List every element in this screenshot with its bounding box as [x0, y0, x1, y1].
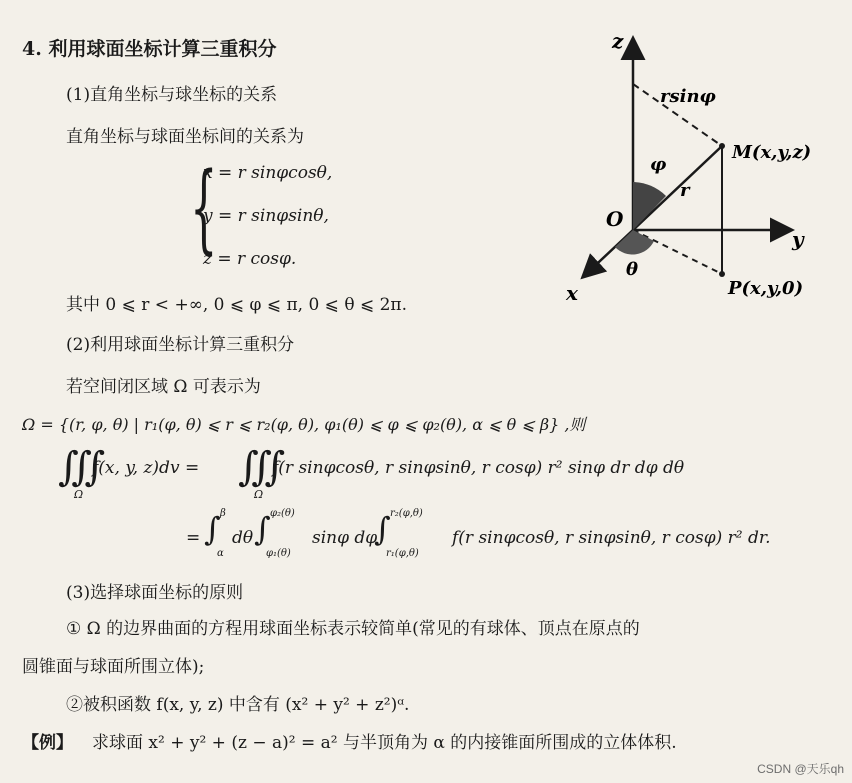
y-axis-label: y: [792, 227, 804, 251]
section-title: 4. 利用球面坐标计算三重积分: [22, 38, 277, 60]
theta-label: θ: [626, 259, 639, 280]
triple-integral-lhs: ∭: [58, 444, 106, 490]
watermark: CSDN @天乐qh: [757, 762, 844, 776]
theta-angle-mark: [615, 230, 654, 254]
principle-1-line1: ① Ω 的边界曲面的方程用球面坐标表示较简单(常见的有球体、顶点在原点的: [66, 619, 640, 639]
region-definition: Ω = {(r, φ, θ) | r₁(φ, θ) ⩽ r ⩽ r₂(φ, θ), φ₁(θ) ⩽ φ ⩽ φ₂(θ), α ⩽ θ ⩽ β} ,则: [22, 415, 586, 434]
point-m: [719, 143, 725, 149]
r-integrand: f(r sinφcosθ, r sinφsinθ, r cosφ) r² dr.: [452, 528, 771, 548]
system-brace: {: [190, 152, 218, 264]
part1-title: (1)直角坐标与球坐标的关系: [66, 85, 278, 105]
integral-r-sign: ∫: [374, 510, 391, 548]
theta-lower-limit: α: [217, 548, 224, 559]
theta-upper-limit: β: [220, 508, 226, 519]
integral-rhs-domain: Ω: [254, 488, 264, 501]
phi-differential: sinφ dφ: [312, 528, 378, 548]
o-to-p-dashed: [633, 230, 722, 274]
rsin-label: rsinφ: [660, 86, 716, 107]
point-p: [719, 271, 725, 277]
spherical-coordinates-figure: [540, 20, 850, 310]
coordinate-ranges: 其中 0 ⩽ r < +∞, 0 ⩽ φ ⩽ π, 0 ⩽ θ ⩽ 2π.: [66, 295, 408, 315]
radius-label: r: [680, 180, 690, 201]
phi-label: φ: [650, 154, 667, 175]
r-upper-limit: r₂(φ,θ): [390, 508, 423, 519]
z-axis-label: z: [612, 29, 624, 53]
example-text: 求球面 x² + y² + (z − a)² = a² 与半顶角为 α 的内接锥面所围成的立体体积.: [92, 733, 677, 753]
origin-label: O: [606, 207, 624, 231]
principle-1-line2: 圆锥面与球面所围立体);: [22, 657, 205, 677]
principle-2: ②被积函数 f(x, y, z) 中含有 (x² + y² + z²)ᵅ.: [66, 695, 410, 715]
equation-y: y = r sinφsinθ,: [203, 206, 329, 226]
equation-z: z = r cosφ.: [203, 249, 297, 269]
iterated-equals: =: [186, 528, 201, 548]
integral-rhs-body: f(r sinφcosθ, r sinφsinθ, r cosφ) r² sinφ dr dφ dθ: [272, 458, 685, 478]
part1-intro: 直角坐标与球面坐标间的关系为: [66, 127, 304, 147]
part2-intro: 若空间闭区域 Ω 可表示为: [66, 377, 261, 397]
example-label: 【例】: [22, 733, 73, 753]
point-m-label: M(x,y,z): [732, 142, 812, 163]
part2-title: (2)利用球面坐标计算三重积分: [66, 335, 295, 355]
integral-theta-sign: ∫: [204, 510, 221, 548]
phi-lower-limit: φ₁(θ): [266, 548, 291, 559]
equation-x: x = r sinφcosθ,: [203, 163, 333, 183]
integral-lhs-body: f(x, y, z)dv =: [92, 458, 200, 478]
integral-phi-sign: ∫: [254, 510, 271, 548]
point-p-label: P(x,y,0): [728, 278, 804, 299]
triple-integral-rhs: ∭: [238, 444, 286, 490]
r-lower-limit: r₁(φ,θ): [386, 548, 419, 559]
theta-differential: dθ: [232, 528, 254, 548]
integral-lhs-domain: Ω: [74, 488, 84, 501]
part3-title: (3)选择球面坐标的原则: [66, 583, 244, 603]
x-axis-label: x: [566, 281, 578, 305]
phi-angle-mark: [633, 182, 666, 230]
phi-upper-limit: φ₂(θ): [270, 508, 295, 519]
